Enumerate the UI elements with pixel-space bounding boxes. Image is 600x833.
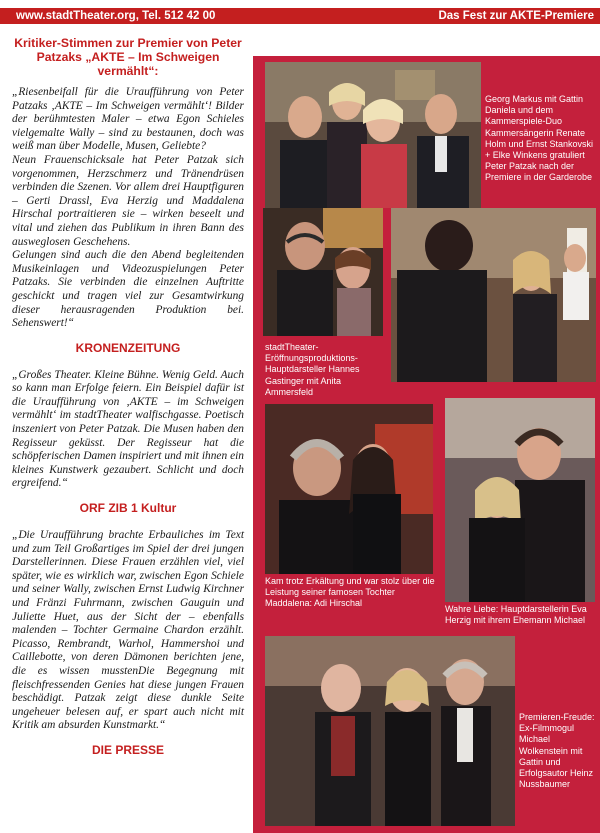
review-text: „Großes Theater. Kleine Bühne. Wenig Geld. Auch so kann man Erfolge feiern. Ein Beispiel dafür ist die Uraufführung von ‚AKTE – im Schweigen vermählt‘ im stadtTheater walfischgasse. Poetisch inszeniert von Peter Patzak. Die Musen haben den Regisseur geküsst. Der Regisseur hat die schöpferischen Damen inspiriert und mit ihnen ein kleines Kunstwerk gezaubert. Schlicht und doch ergreifend.“ (12, 368, 244, 490)
photo-gastinger-ammersfeld (263, 208, 383, 336)
photo-panel (253, 56, 600, 833)
photo-hirschal (265, 404, 433, 574)
photo-caption: stadtTheater-Eröffnungsproduktions-Hauptdarsteller Hannes Gastinger mit Anita Ammersfeld (265, 342, 360, 397)
photo-herzig-couple (445, 398, 595, 602)
review-source: DIE PRESSE (91, 742, 165, 757)
header-section-title: Das Fest zur AKTE-Premiere (438, 10, 594, 22)
photo-caption: Kam trotz Erkältung und war stolz über die Leistung seiner famosen Tochter Maddalena: Adi Hirschal (265, 576, 435, 609)
article-heading: Kritiker-Stimmen zur Premier von Peter Patzaks „AKTE – Im Schweigen vermählt“: (14, 36, 242, 78)
review-text: „Riesenbeifall für die Uraufführung von Peter Patzaks ‚AKTE – Im Schweigen vermählt‘! Bilder der berühmtesten Maler – etwa Egon Schieles vielgemalte Wally – sind zu bestaunen, doch was weiß man über Modelle, Musen, Geliebte? Neun Frauenschicksale hat Peter Patzak sich vorgenommen, Herzschmerz und Tränendrüsen verbinden die Szenen. Vor allem drei Hauptfiguren – Gerti Drassl, Eva Herzig und Maddalena Hirschal portraitieren sie – wirken beseelt und vital und ziehen das Publikum in ihren Bann des ausweglosen Geschehens. Gelungen sind auch die den Abend begleitenden Musikeinlagen und Videozuspielungen Peter Patzaks. Sie verbinden die einzelnen Auftritte geschickt und tragen viel zur Gesamtwirkung dieser herausragenden Produktion bei. Sehenswert!“ (12, 86, 244, 330)
photo-premiere-group (265, 62, 481, 208)
reviews-column (12, 36, 244, 826)
photo-caption: Georg Markus mit Gattin Daniela und dem Kammerspiele-Duo Kammersängerin Renate Holm und Ernst Stankovski + Elke Winkens gratuliert Peter Patzak nach der Premiere in der Garderobe (485, 94, 594, 183)
review-text: „Die Uraufführung brachte Erbauliches im Text und zum Teil Großartiges im Spiel der drei jungen Darstellerinnen. Diese Frauen erzählen viel, viel später, wie es wirklich war, zwischen Egon Schiele und seiner Wally, zwischen Ernst Ludwig Kirchner und Fränzi Fuhrmann, zwischen Gauguin und Juliette Huet, aus der Sicht der – ebenfalls malenden – Tochter Germaine Chardon erzählt. Picasso, Rembrandt, Warhol, Hammershoi und Caillebotte, von deren Dämonen berichten jene, die es wissen musstenDie Begegnung mit fleischfressenden Genies hat diese jungen Frauen beschädigt. Patzak zeigt diese dunkle Seite ungeheuer belesen auf, er spart auch nicht mit Kritik am absurden Kunstmarkt.“ (12, 529, 244, 732)
header-bar (0, 8, 600, 24)
photo-wolkenstein-nussbaumer (265, 636, 515, 826)
review-source: ORF ZIB 1 Kultur (79, 501, 177, 516)
header-url-phone[interactable]: www.stadtTheater.org, Tel. 512 42 00 (16, 10, 216, 22)
photo-reception-crowd (391, 208, 596, 382)
photo-caption: Premieren-Freude: Ex-Filmmogul Michael Wolkenstein mit Gattin und Erfolgsautor Heinz Nussbaumer (519, 712, 595, 790)
photo-caption: Wahre Liebe: Hauptdarstellerin Eva Herzig mit ihrem Ehemann Michael (445, 604, 587, 626)
review-source: KRONENZEITUNG (75, 340, 181, 355)
